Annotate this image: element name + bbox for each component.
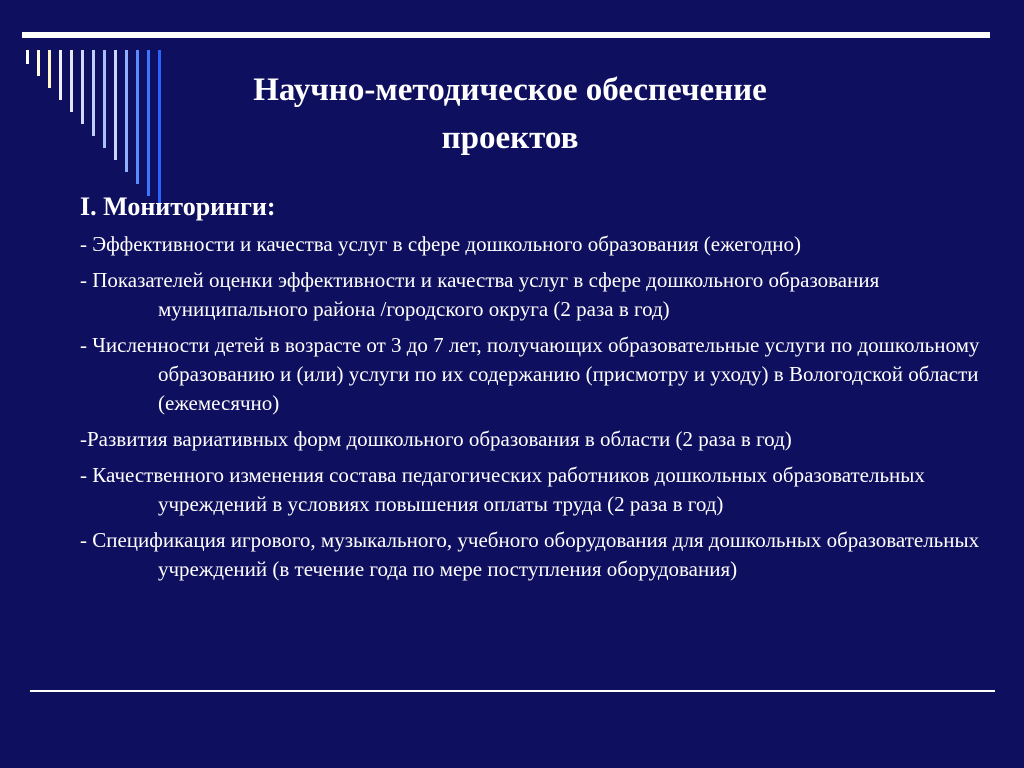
stripe xyxy=(37,50,40,76)
stripe xyxy=(147,50,150,196)
bottom-rule xyxy=(30,690,995,692)
stripe xyxy=(114,50,117,160)
slide-title: Научно-методическое обеспечение проектов xyxy=(253,72,767,156)
stripe xyxy=(59,50,62,100)
section-heading: I. Мониторинги: xyxy=(80,192,276,221)
slide-content xyxy=(80,192,980,591)
stripe xyxy=(158,50,161,206)
list-item: - Спецификация игрового, музыкального, учебного оборудования для дошкольных образовательных учреждений (в течение года по мере поступления оборудования) xyxy=(80,528,980,581)
list-item: - Численности детей в возрасте от 3 до 7 лет, получающих образовательные услуги по дошкольному образованию и (или) услуги по их содержанию (присмотру и уходу) в Вологодской области (ежемесячно) xyxy=(80,333,980,415)
stripe xyxy=(125,50,128,172)
stripe xyxy=(81,50,84,124)
stripe xyxy=(92,50,95,136)
list-item: -Развития вариативных форм дошкольного образования в области (2 раза в год) xyxy=(80,427,792,451)
stripe xyxy=(70,50,73,112)
decorative-stripes xyxy=(0,0,180,210)
stripe xyxy=(26,50,29,64)
list-item: - Эффективности и качества услуг в сфере дошкольного образования (ежегодно) xyxy=(80,232,802,256)
stripe xyxy=(103,50,106,148)
list-item: - Показателей оценки эффективности и качества услуг в сфере дошкольного образования муниципального района /городского округа (2 раза в год) xyxy=(80,268,880,321)
list-item: - Качественного изменения состава педагогических работников дошкольных образовательных учреждений в условиях повышения оплаты труда (2 раза в год) xyxy=(80,463,925,516)
stripe xyxy=(48,50,51,88)
stripe xyxy=(136,50,139,184)
